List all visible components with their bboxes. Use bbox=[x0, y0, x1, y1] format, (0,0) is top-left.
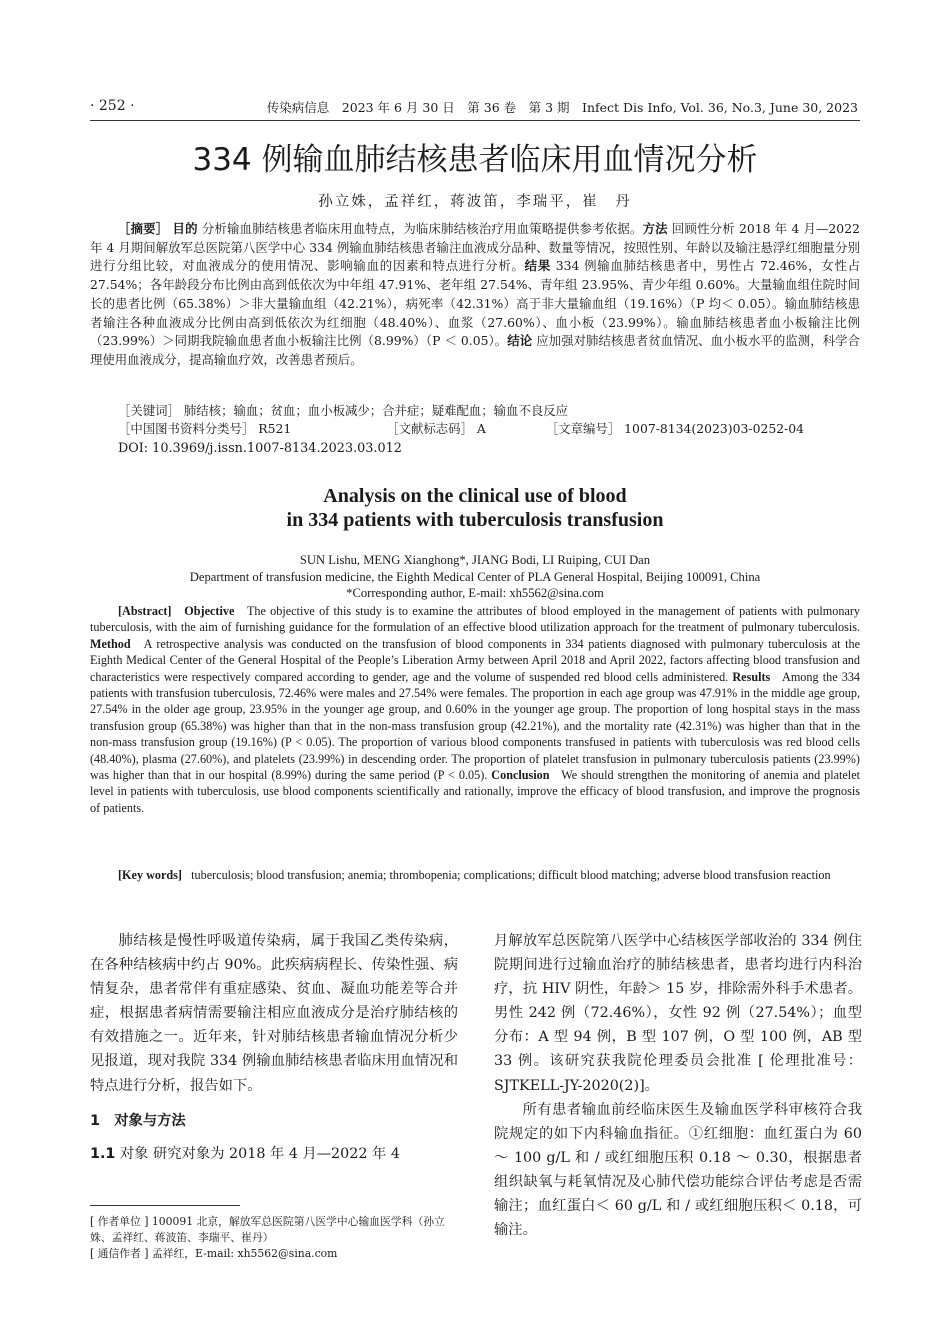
body-column-right bbox=[494, 929, 862, 1242]
results-en-label: Results bbox=[732, 669, 771, 684]
method-label: 方法 bbox=[642, 221, 668, 236]
intro-paragraph: 肺结核是慢性呼吸道传染病，属于我国乙类传染病，在各种结核病中约占 90%。此疾病病程长、传染性强、病情复杂，患者常伴有重症感染、贫血、凝血功能差等合并症，根据患者病情需要输注相应血液成分是治疗肺结核的有效措施之一。近年来，针对肺结核患者输血情况分析少见报道，现对我院 334 例输血肺结核患者临床用血情况和特点进行分析，报告如下。 bbox=[90, 933, 458, 1094]
indications-paragraph: 所有患者输血前经临床医生及输血医学科审核符合我院规定的如下内科输血指征。①红细胞：血红蛋白为 60 ～ 100 g/L 和 / 或红细胞压积 0.18 ～ 0.30，根据患者组织缺氧与耗氧情况及心肺代偿功能综合评估考虑是否需输注；血红蛋白＜ 60 g/L 和 / 或红细胞压积＜ 0.18，可输注。 bbox=[494, 1101, 862, 1239]
affiliation-english: Department of transfusion medicine, the Eighth Medical Center of PLA General Hospital, Beijing 100091, China bbox=[189, 569, 761, 584]
conclusion-en-text: We should strengthen the monitoring of anemia and platelet level in patients with tuberculosis, use blood components scientifically and rationally, improve the efficacy of blood transfusion, and improve the prognosis of patients. bbox=[90, 768, 860, 815]
footnote-corresponding: [ 通信作者 ] 孟祥红，E-mail: xh5562@sina.com bbox=[90, 1247, 338, 1260]
clc-value: R521 bbox=[258, 421, 292, 436]
objective-en-label: Objective bbox=[184, 604, 235, 618]
subjects-paragraph: 月解放军总医院第八医学中心结核医学部收治的 334 例住院期间进行过输血治疗的肺结核患者，患者均进行内科治疗，抗 HIV 阴性，年龄＞ 15 岁，排除需外科手术患者。男性 242 例（72.46%），女性 92 例（27.54%）；血型分布：A 型 94 例，B 型 107 例，O 型 100 例，AB 型 33 例。该研究获我院伦理委员会批准 [ 伦理批准号：SJTKELL-JY-2020(2)]。 bbox=[494, 933, 862, 1094]
abstract-english bbox=[90, 603, 860, 816]
objective-label: 目的 bbox=[172, 221, 198, 236]
footnote-affiliation: [ 作者单位 ] 100091 北京，解放军总医院第八医学中心输血医学科（孙立姝、孟祥红、蒋波笛、李瑞平、崔丹） bbox=[90, 1215, 445, 1244]
doi: DOI: 10.3969/j.issn.1007-8134.2023.03.012 bbox=[118, 441, 402, 456]
footnote bbox=[90, 1214, 460, 1262]
title-english-line1: Analysis on the clinical use of blood bbox=[323, 485, 627, 507]
article-no-label: ［文章编号］ bbox=[545, 421, 621, 436]
results-en-text: Among the 334 patients with transfusion tuberculosis, 72.46% were males and 27.54% were females. The proportion in each age group was 47.91% in the middle age group, 27.54% in the older age group, 23.95% in the younger age group, and 0.60% in the younger age group. The proportion of long hospital stays in the mass transfusion group (65.38%) was higher than that in the non-mass transfusion group (42.21%), and the mortality rate (42.31%) was higher than that in the non-mass transfusion group (19.16%) (P < 0.05). The proportion of various blood components transfused in patients with tuberculosis was red blood cells (48.40%), plasma (27.60%), and platelets (23.99%) in descending order. The proportion of platelet transfusion in pulmonary tuberculosis patients (23.99%) was higher than that in our hospital (8.99%) during the same period (P < 0.05). bbox=[90, 669, 861, 783]
author-block-english bbox=[90, 552, 860, 602]
subsection-number: 1.1 bbox=[90, 1145, 116, 1162]
title-english bbox=[90, 484, 860, 532]
abstract-en-label: [Abstract] bbox=[118, 604, 172, 618]
title-english-line2: in 334 patients with tuberculosis transfusion bbox=[286, 509, 664, 531]
journal-citation: 传染病信息 2023 年 6 月 30 日 第 36 卷 第 3 期 Infect Dis Info, Vol. 36, No.3, June 30, 2023 bbox=[266, 100, 858, 115]
conclusion-label: 结论 bbox=[507, 333, 533, 349]
clc-label: ［中国图书资料分类号］ bbox=[118, 421, 255, 436]
doc-code-value: A bbox=[476, 421, 486, 436]
title-chinese: 334 例输血肺结核患者临床用血情况分析 bbox=[192, 142, 758, 178]
conclusion-text: 应加强对肺结核患者贫血情况、血小板水平的监测，科学合理使用血液成分，提高输血疗效，改善患者预后。 bbox=[90, 333, 861, 367]
footnote-rule bbox=[90, 1205, 240, 1206]
method-en-label: Method bbox=[90, 636, 131, 651]
keywords-text: 肺结核；输血；贫血；血小板减少；合并症；疑难配血；输血不良反应 bbox=[183, 403, 569, 418]
keywords-chinese bbox=[90, 402, 860, 420]
results-label: 结果 bbox=[524, 258, 552, 274]
classification-line bbox=[118, 420, 860, 438]
objective-en-text: The objective of this study is to examine the attributes of blood employed in the management of patients with pulmonary tuberculosis, with the aim of furnishing guidance for the formulation of an effective blood utilization approach for the treatment of pulmonary tuberculosis. bbox=[90, 604, 861, 635]
running-header bbox=[90, 96, 858, 118]
keywords-en-label: [Key words] bbox=[118, 868, 182, 882]
method-en-text: A retrospective analysis was conducted on the transfusion of blood components in 334 patients diagnosed with pulmonary tuberculosis at the Eighth Medical Center of the General Hospital of the People’s Liberation Army between April 2018 and April 2022, factors affecting blood transfusion and characteristics were respectively compared according to gender, age and the volume of suspended red blood cells administered. bbox=[90, 636, 860, 684]
authors-chinese: 孙立姝，孟祥红，蒋波笛，李瑞平，崔 丹 bbox=[318, 194, 632, 210]
keywords-en-text: tuberculosis; blood transfusion; anemia; thrombopenia; complications; difficult blood matching; adverse blood transfusion reaction bbox=[191, 868, 831, 882]
header-rule bbox=[90, 120, 860, 121]
results-text: 334 例输血肺结核患者中，男性占 72.46%，女性占 27.54%；各年龄段分布比例由高到低依次为中年组 47.91%、老年组 27.54%、青年组 23.95%、青少年组 0.60%。大量输血组住院时间长的患者比例（65.38%）＞非大量输血组（42.21%），病死率（42.31%）高于非大量输血组（19.16%）（P 均＜ 0.05）。输血肺结核患者输注各种血液成分比例由高到低依次为红细胞（48.40%）、血浆（27.60%）、血小板（23.99%）。输血肺结核患者血小板输注比例（23.99%）＞同期我院输血患者血小板输注比例（8.99%）（P ＜ 0.05）。 bbox=[90, 258, 861, 349]
body-column-left bbox=[90, 929, 458, 1166]
subsection-subjects bbox=[90, 1142, 458, 1166]
abstract-chinese bbox=[90, 220, 860, 370]
keywords-english bbox=[90, 867, 860, 883]
section-heading-methods: 1 对象与方法 bbox=[90, 1112, 186, 1129]
subsection-title: 对象 bbox=[119, 1145, 149, 1162]
keywords-label: ［关键词］ bbox=[118, 403, 180, 418]
conclusion-en-label: Conclusion bbox=[491, 768, 550, 783]
corresponding-english: *Corresponding author, E-mail: xh5562@sina.com bbox=[346, 586, 604, 600]
doc-code-label: ［文献标志码］ bbox=[386, 421, 473, 436]
objective-text: 分析输血肺结核患者临床用血特点，为临床肺结核治疗用血策略提供参考依据。 bbox=[201, 221, 643, 236]
article-no-value: 1007-8134(2023)03-0252-04 bbox=[624, 421, 805, 436]
authors-english: SUN Lishu, MENG Xianghong*, JIANG Bodi, LI Ruiping, CUI Dan bbox=[299, 553, 651, 567]
method-text: 回顾性分析 2018 年 4 月—2022 年 4 月期间解放军总医院第八医学中心 334 例输血肺结核患者输注血液成分品种、数量等情况，按照性别、年龄以及输注悬浮红细胞量分别进行分组比较，对血液成分的使用情况、影响输血的因素和特点进行分析。 bbox=[90, 221, 860, 274]
abstract-label: ［摘要］ bbox=[118, 221, 169, 236]
subsection-text: 研究对象为 2018 年 4 月—2022 年 4 bbox=[153, 1145, 400, 1162]
page-number: · 252 · bbox=[90, 98, 135, 114]
